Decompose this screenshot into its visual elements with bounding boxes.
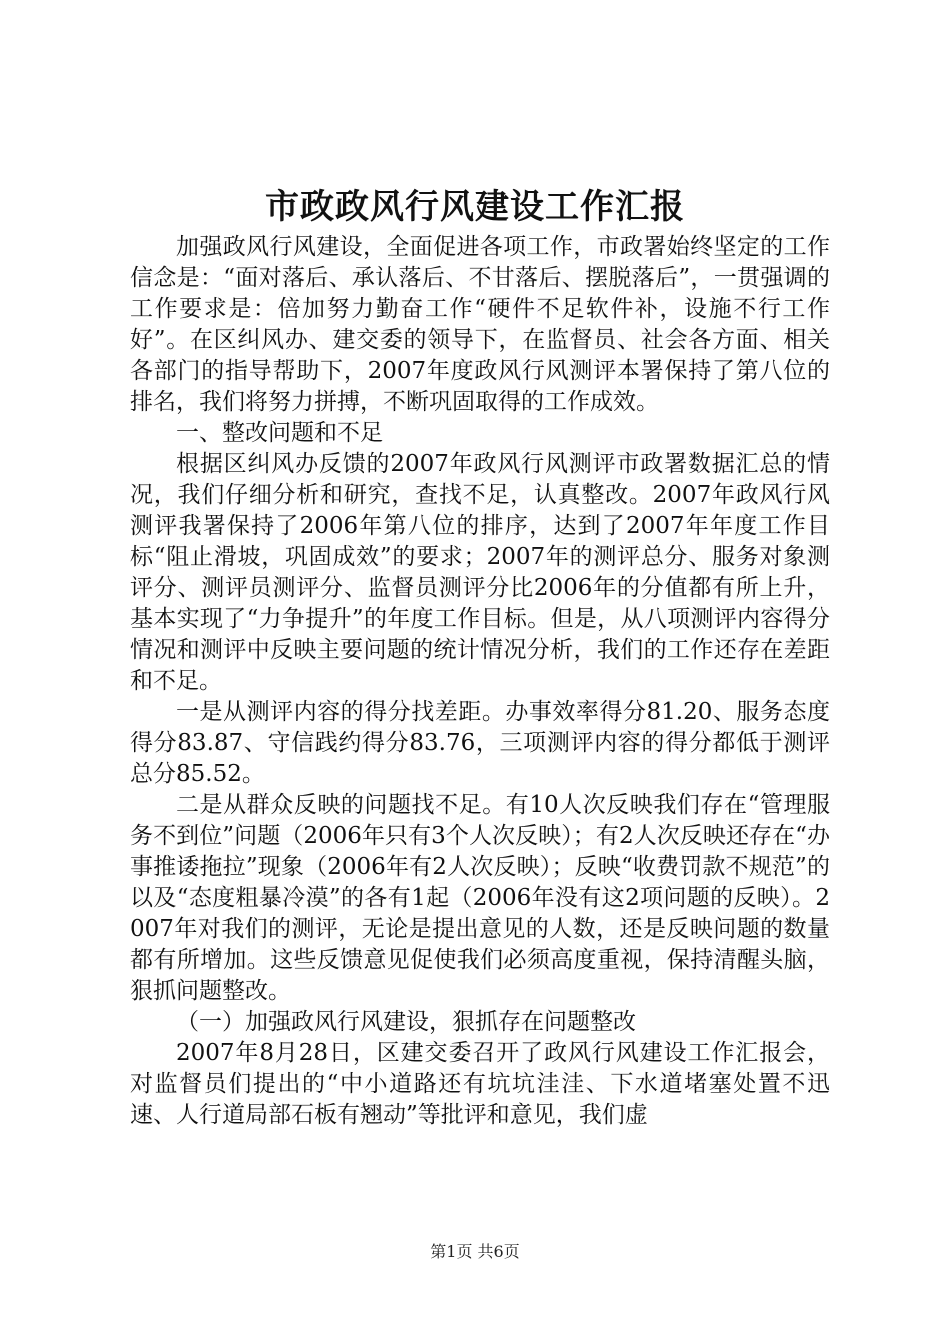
- subsection-heading-1: （一）加强政风行风建设，狠抓存在问题整改: [176, 1009, 636, 1035]
- paragraph-intro: 加强政风行风建设，全面促进各项工作，市政署始终坚定的工作信念是：“面对落后、承认落后、不甘落后、摆脱落后”，一贯强调的工作要求是：倍加努力勤奋工作“硬件不足软件补，设施不行工作好”。在区纠风办、建交委的领导下，在监督员、社会各方面、相关各部门的指导帮助下，2007年度政风行风测评本署保持了第八位的排名，我们将努力拼搏，不断巩固取得的工作成效。: [130, 234, 830, 415]
- paragraph-point-1: 一是从测评内容的得分找差距。办事效率得分81.20、服务态度得分83.87、守信践约得分83.76，三项测评内容的得分都低于测评总分85.52。: [130, 699, 830, 787]
- paragraph-meeting: 2007年8月28日，区建交委召开了政风行风建设工作汇报会，对监督员们提出的“中小道路还有坑坑洼洼、下水道堵塞处置不迅速、人行道局部石板有翘动”等批评和意见，我们虚: [130, 1040, 830, 1128]
- section-heading-1: 一、整改问题和不足: [176, 420, 383, 446]
- document-body: [130, 232, 830, 1131]
- paragraph-analysis: 根据区纠风办反馈的2007年政风行风测评市政署数据汇总的情况，我们仔细分析和研究，查找不足，认真整改。2007年政风行风测评我署保持了2006年第八位的排序，达到了2007年年度工作目标“阻止滑坡，巩固成效”的要求；2007年的测评总分、服务对象测评分、测评员测评分、监督员测评分比2006年的分值都有所上升，基本实现了“力争提升”的年度工作目标。但是，从八项测评内容得分情况和测评中反映主要问题的统计情况分析，我们的工作还存在差距和不足。: [130, 451, 830, 694]
- paragraph-point-2: 二是从群众反映的问题找不足。有10人次反映我们存在“管理服务不到位”问题（2006年只有3个人次反映）；有2人次反映还存在“办事推诿拖拉”现象（2006年有2人次反映）；反映“收费罚款不规范”的以及“态度粗暴冷漠”的各有1起（2006年没有这2项问题的反映）。2007年对我们的测评，无论是提出意见的人数，还是反映问题的数量都有所增加。这些反馈意见促使我们必须高度重视，保持清醒头脑，狠抓问题整改。: [130, 792, 830, 1004]
- page-footer: 第1页 共6页: [430, 1242, 520, 1261]
- document-title: 市政政风行风建设工作汇报: [265, 187, 685, 227]
